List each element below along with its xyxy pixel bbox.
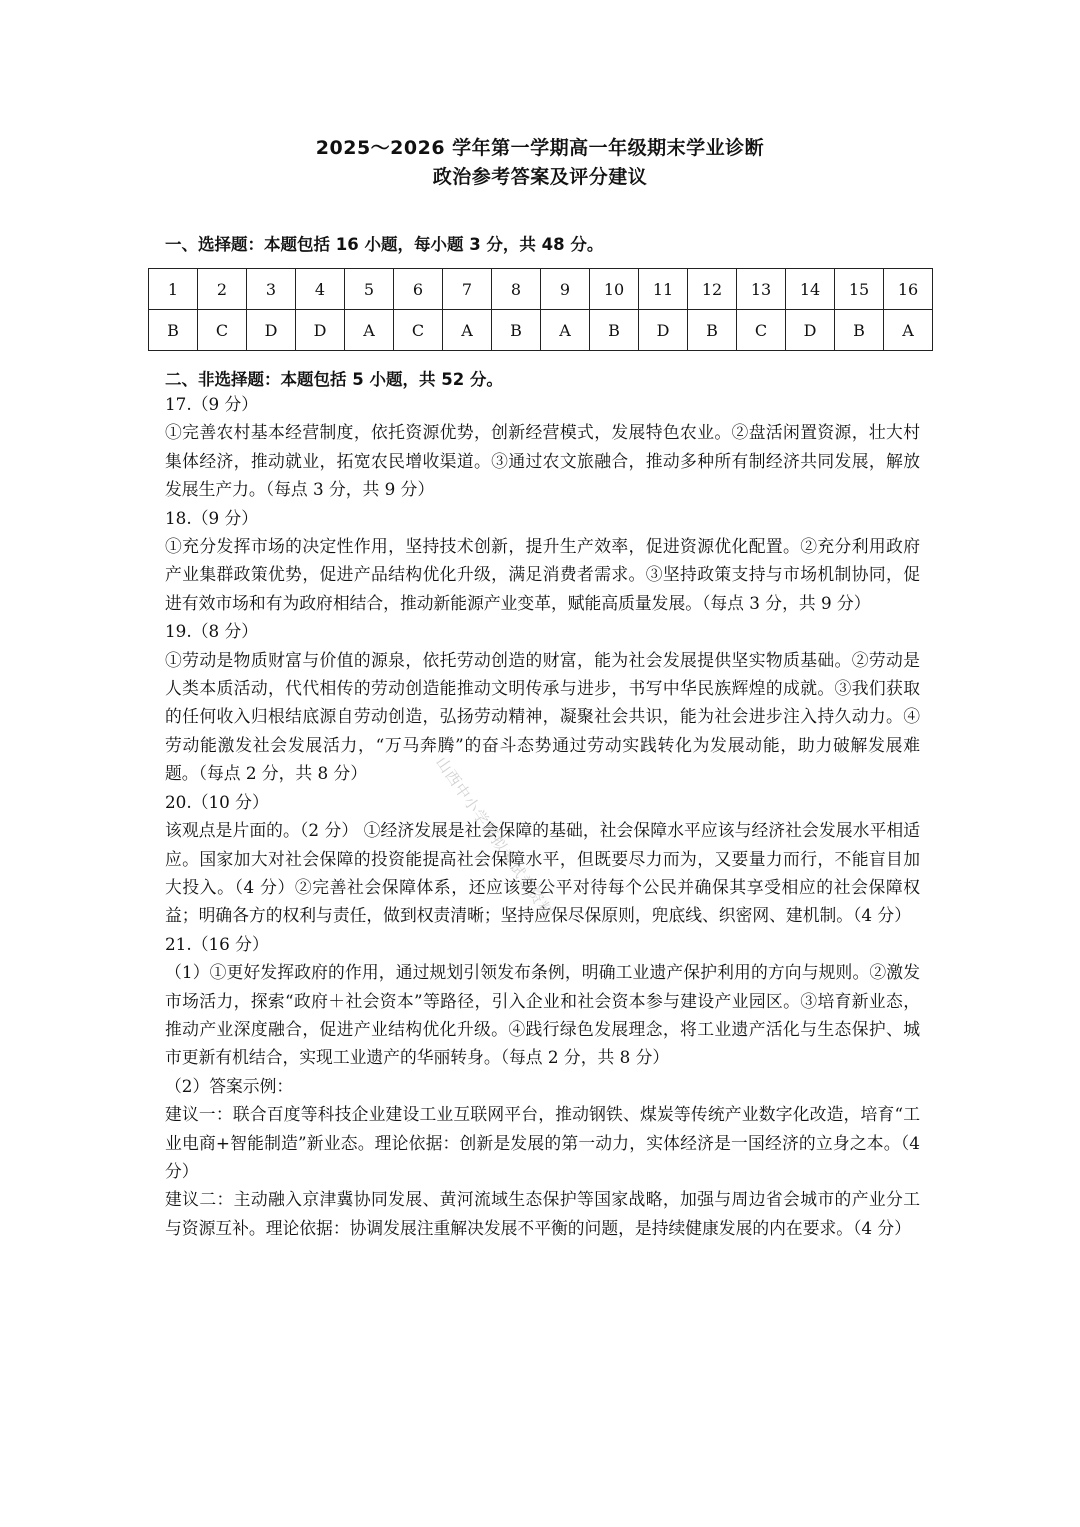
answer-cell: D: [247, 310, 296, 351]
answer-table: [148, 268, 933, 351]
question-number-cell: 4: [296, 269, 345, 310]
answer-paragraph: 建议二：主动融入京津冀协同发展、黄河流域生态保护等国家战略，加强与周边省会城市的产业分工与资源互补。理论依据：协调发展注重解决发展不平衡的问题，是持续健康发展的内在要求。（4 分）: [165, 1189, 920, 1238]
watermark: 山西中小学模拟考试卷资料: [432, 753, 558, 922]
answer-cell: A: [345, 310, 394, 351]
question-number-cell: 6: [394, 269, 443, 310]
question-number-cell: 10: [590, 269, 639, 310]
question-number-cell: 9: [541, 269, 590, 310]
answer-cell: D: [639, 310, 688, 351]
answer-cell: C: [394, 310, 443, 351]
answer-paragraph: （1）①更好发挥政府的作用，通过规划引领发布条例，明确工业遗产保护利用的方向与规则。②激发市场活力，探索“政府＋社会资本”等路径，引入企业和社会资本参与建设产业园区。③培育新业态，推动产业深度融合，促进产业结构优化升级。④践行绿色发展理念，将工业遗产活化与生态保护、城市更新有机结合，实现工业遗产的华丽转身。（每点 2 分，共 8 分）: [165, 962, 920, 1068]
answer-paragraph: （2）答案示例：: [165, 1075, 294, 1096]
question-number-cell: 16: [884, 269, 933, 310]
question-number-cell: 14: [786, 269, 835, 310]
question-number-cell: 13: [737, 269, 786, 310]
answer-cell: B: [149, 310, 198, 351]
answer-cell: B: [835, 310, 884, 351]
question-number-cell: 11: [639, 269, 688, 310]
answer-cell: C: [198, 310, 247, 351]
question-number-row: [149, 269, 933, 310]
answer-cell: A: [443, 310, 492, 351]
page-title: 2025～2026 学年第一学期高一年级期末学业诊断: [315, 137, 765, 159]
question-number-cell: 8: [492, 269, 541, 310]
page-subtitle: 政治参考答案及评分建议: [432, 166, 648, 188]
answer-paragraph: ①完善农村基本经营制度，依托资源优势，创新经营模式，发展特色农业。②盘活闲置资源，壮大村集体经济，推动就业，拓宽农民增收渠道。③通过农文旅融合，推动多种所有制经济共同发展，解放发展生产力。（每点 3 分，共 9 分）: [165, 422, 920, 500]
question-number-cell: 1: [149, 269, 198, 310]
answer-paragraph: 建议一：联合百度等科技企业建设工业互联网平台，推动钢铁、煤炭等传统产业数字化改造，培育“工业电商+智能制造”新业态。理论依据：创新是发展的第一动力，实体经济是一国经济的立身之本。（4 分）: [165, 1104, 920, 1181]
question-header: 20.（10 分）: [165, 791, 269, 812]
section2-heading: 二、非选择题：本题包括 5 小题，共 52 分。: [165, 370, 503, 389]
question-number-cell: 15: [835, 269, 884, 310]
answer-cell: D: [786, 310, 835, 351]
answer-row: [149, 310, 933, 351]
answer-paragraph: 该观点是片面的。（2 分） ①经济发展是社会保障的基础，社会保障水平应该与经济社会发展水平相适应。国家加大对社会保障的投资能提高社会保障水平，但既要尽力而为，又要量力而行，不能盲目加大投入。（4 分）②完善社会保障体系，还应该要公平对待每个公民并确保其享受相应的社会保障权益；明确各方的权利与责任，做到权责清晰；坚持应保尽保原则，兜底线、织密网、建机制。（4 分）: [165, 820, 920, 926]
question-header: 17.（9 分）: [165, 394, 259, 414]
answer-cell: B: [492, 310, 541, 351]
question-header: 19.（8 分）: [165, 621, 259, 642]
answer-cell: D: [296, 310, 345, 351]
question-header: 21.（16 分）: [165, 933, 269, 954]
answer-cell: C: [737, 310, 786, 351]
answer-body: [165, 390, 920, 1242]
question-number-cell: 2: [198, 269, 247, 310]
question-number-cell: 5: [345, 269, 394, 310]
answer-cell: A: [884, 310, 933, 351]
question-number-cell: 12: [688, 269, 737, 310]
question-number-cell: 7: [443, 269, 492, 310]
question-number-cell: 3: [247, 269, 296, 310]
answer-cell: B: [688, 310, 737, 351]
answer-cell: B: [590, 310, 639, 351]
question-header: 18.（9 分）: [165, 507, 259, 528]
answer-paragraph: ①充分发挥市场的决定性作用，坚持技术创新，提升生产效率，促进资源优化配置。②充分利用政府产业集群政策优势，促进产品结构优化升级，满足消费者需求。③坚持政策支持与市场机制协同，促进有效市场和有为政府相结合，推动新能源产业变革，赋能高质量发展。（每点 3 分，共 9 分）: [165, 536, 920, 613]
section1-heading: 一、选择题：本题包括 16 小题，每小题 3 分，共 48 分。: [165, 235, 604, 254]
answer-cell: A: [541, 310, 590, 351]
answer-paragraph: ①劳动是物质财富与价值的源泉，依托劳动创造的财富，能为社会发展提供坚实物质基础。②劳动是人类本质活动，代代相传的劳动创造能推动文明传承与进步，书写中华民族辉煌的成就。③我们获取的任何收入归根结底源自劳动创造，弘扬劳动精神，凝聚社会共识，能为社会进步注入持久动力。④劳动能激发社会发展活力，“万马奔腾”的奋斗态势通过劳动实践转化为发展动能，助力破解发展难题。（每点 2 分，共 8 分）: [165, 649, 920, 784]
